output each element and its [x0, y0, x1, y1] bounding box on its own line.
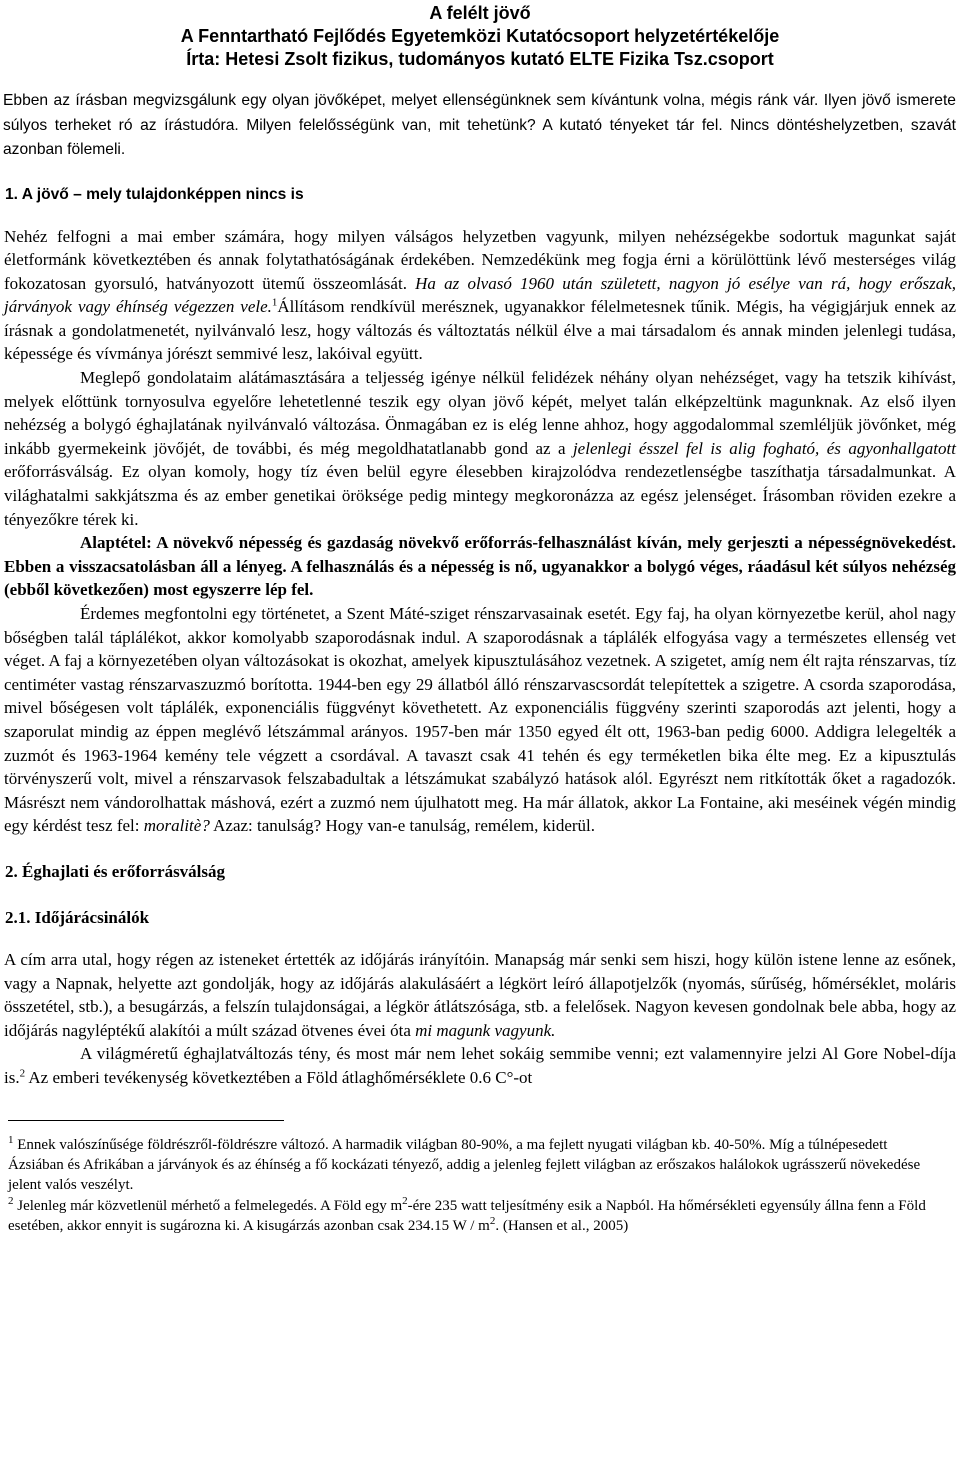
section-1-paragraph-1: [4, 225, 956, 367]
text-run: Nehéz felfogni a mai ember számára, hogy milyen válságos helyzetben vagyunk, milyen nehézségekbe sodortuk magunkat saját életformánk következtében és annak folytathatóságának érdekében. Nemzedékünk meg fogja érni a körülöttünk lévő mesterséges világ fokozatosan gyorsuló, hatványozott ütemű összeomlását.: [4, 226, 956, 293]
section-1-heading: 1. A jövő – mely tulajdonképpen nincs is: [5, 185, 304, 203]
axiom-paragraph: Alaptétel: A növekvő népesség és gazdaság növekvő erőforrás-felhasználást kíván, mely gerjeszti a népességnövekedést. Ebben a visszacsatolásban áll a lényeg. A felhasználás és a népesség is nő, ugyanakkor a bolygó véges, ráadásul két súlyos nehézség (ebből következően) most egyszerre lép fel.: [4, 533, 956, 600]
section-1-paragraph-4: [4, 602, 956, 838]
text-run: Érdemes megfontolni egy történetet, a Szent Máté-sziget rénszarvasainak esetét. Egy faj, ha olyan környezetbe kerül, ahol nagy bőségben talál táplálékot, akkor komolyabb szaporodásnak indul. A szaporodásnak a táplálék elfogyása vagy a természetes ellenség vet véget. A faj a környezetében olyan változásokat is okozhat, amelyek kipusztulásához vezetnek. A szigetet, amíg nem élt rajta rénszarvas, tíz centiméter vastag rénszarvaszuzmó borította. 1944-ben egy 29 állatból álló rénszarvascsordát telepítettek a szigetre. A csorda szaporodása, mivel bőségesen volt táplálék, exponenciális függvényt követhetett. Az exponenciális függvény szerinti szaporodás azt jelenti, hogy a szaporulat mindig az éppen meglévő létszámmal arányos. 1957-ben már 1350 egyed élt ott, 1963-ban pedig 6000. Addigra lelegelték a zuzmót és 1963-1964 kemény tele végzett a csordával. A tavaszt csak 41 tehén és egy terméketlen bika élte meg. Ez a kipusztulás törvényszerű volt, mivel a rénszarvasok felszabadultak a létszámukat szabályzó hatások alól. Egyrészt nem ritkították őket a ragadozók. Másrészt nem vándorolhattak máshová, ezért a zuzmó nem újulhatott meg. Ha már állatok, akkor La Fontaine, aki meséinek végén mindig egy kérdést tesz fel:: [4, 604, 956, 836]
footnote-1-number: 1: [8, 1133, 14, 1146]
footnote-2-text: Jelenleg már közvetlenül mérhető a felmelegedés. A Föld egy m: [17, 1197, 403, 1214]
section-1-paragraph-2: [4, 366, 956, 531]
footnote-2-text: . (Hansen et al., 2005): [495, 1218, 629, 1235]
footnote-2-text: -ére 235 watt teljesítmény esik a Napból. Ha hőmérsékleti egyensúly állna fenn a Föld esetében, akkor ennyit is sugározna ki. A kisugárzás azonban csak 234.15 W / m: [8, 1197, 926, 1235]
section-2-1-heading: 2.1. Időjárácsinálók: [5, 907, 150, 927]
abstract-paragraph: Ebben az írásban megvizsgálunk egy olyan jövőképet, melyet ellenségünknek sem kívántunk volna, mégis ránk vár. Ilyen jövő ismerete súlyos terheket ró az írástudóra. Milyen felelősségünk van, mit tehetünk? A kutató tényeket tár fel. Nincs döntéshelyzetben, szavát azonban fölemeli.: [3, 92, 956, 158]
text-run: Az emberi tevékenység következtében a Föld átlaghőmérséklete 0.6 C°-ot: [28, 1067, 533, 1087]
section-2-1-paragraph-2: [4, 1042, 956, 1089]
footnote-2: [4, 1196, 956, 1237]
italic-run: jelenlegi ésszel fel is alig fogható, és agyonhallgatott: [572, 438, 956, 458]
footnote-1: [4, 1135, 956, 1196]
italic-run: mi magunk vagyunk.: [415, 1020, 556, 1040]
superscript: 2: [489, 1215, 496, 1228]
document-subtitle: A Fenntartható Fejlődés Egyetemközi Kutatócsoport helyzetértékelője: [180, 26, 780, 46]
text-run: erőforrásválság. Ez olyan komoly, hogy tíz éven belül egyre élesebben kirajzolódva rendezetlenségbe taszíthatja társadalmunkat. A világhatalmi sakkjátszma és az ember genetikai öröksége pedig mintegy megkoronázza az egész jelenséget. Írásomban röviden ezekre a tényezőkre térek ki.: [4, 462, 956, 529]
document-body: [0, 183, 960, 1237]
document-author: Írta: Hetesi Zsolt fizikus, tudományos kutató ELTE Fizika Tsz.csoport: [186, 49, 774, 69]
footnote-divider: [8, 1120, 284, 1121]
footnote-2-number: 2: [8, 1194, 14, 1207]
text-run: Azaz: tanulság? Hogy van-e tanulság, remélem, kiderül.: [213, 816, 596, 836]
footnote-ref-2[interactable]: 2: [19, 1067, 26, 1080]
italic-run: moralitè?: [143, 816, 210, 836]
italic-run: Ha az olvasó 1960 után született, nagyon jó esélye van rá, hogy erőszak, járványok vagy éhínség végezzen vele.: [4, 273, 956, 317]
text-run: A világméretű éghajlatváltozás tény, és most már nem lehet sokáig semmibe venni; ezt valamennyire jelzi Al Gore Nobel-díja is.: [4, 1044, 956, 1087]
superscript: 2: [402, 1194, 408, 1207]
footnote-ref-1[interactable]: 1: [271, 296, 278, 309]
text-run: Állításom rendkívül merésznek, ugyanakkor félelmetesnek tűnik. Mégis, ha végigjárjuk ennek az írásnak a gondolatmenetét, nyilvánvaló lesz, hogy változás és változtatás nélkül élve a mai társadalom és annak minden jelenlegi tudása, képessége és vívmánya jórészt semmivé lesz, lakóival együtt.: [4, 297, 956, 364]
document-header: [0, 2, 960, 71]
section-2-heading: 2. Éghajlati és erőforrásválság: [5, 861, 226, 881]
section-2-1-paragraph-1: [4, 948, 956, 1042]
text-run: A cím arra utal, hogy régen az isteneket értették az időjárás irányítóin. Manapság már senki sem hiszi, hogy külön istene lenne az esőnek, vagy a Napnak, helyette azt gondolják, hogy az időjárás alakulásáért a légkört leíró állapotjelzők (nyomás, sűrűség, hőmérséklet, moláris összetétel, stb.), a besugárzás, a felszín tulajdonságai, a légkör átlátszósága, stb. a felelősek. Nagyon kevesen gondolnak bele abba, hogy az időjárás nagyléptékű alakítói a múlt század ötvenes évei óta: [4, 949, 956, 1040]
document-title: A felélt jövő: [429, 3, 531, 23]
text-run: Meglepő gondolataim alátámasztására a teljesség igénye nélkül felidézek néhány olyan nehézséget, vagy ha tetszik kihívást, melyek előttünk tornyosulva egyelőre lehetetlenné teszik egy olyan jövő képét, melyet talán elképzeltünk magunknak. Az első ilyen nehézség a bolygó éghajlatának nyilvánvaló változása. Önmagában ez is elég lenne ahhoz, hogy aggodalommal szemléljük jövőnket, még inkább gyermekeink jövőjét, de további, és még megoldhatatlanabb gond az a: [4, 368, 956, 458]
footnote-1-text: Ennek valószínűsége földrészről-földrészre változó. A harmadik világban 80-90%, a ma fejlett nyugati világban kb. 40-50%. Míg a túlnépesedett Ázsiában és Afrikában a járványok és az éhínség a fő kockázati tényező, addig a jelenleg fejlett világban az erőszakos halálokok ugrásszerű növekedése jelent valós veszélyt.: [8, 1136, 921, 1194]
